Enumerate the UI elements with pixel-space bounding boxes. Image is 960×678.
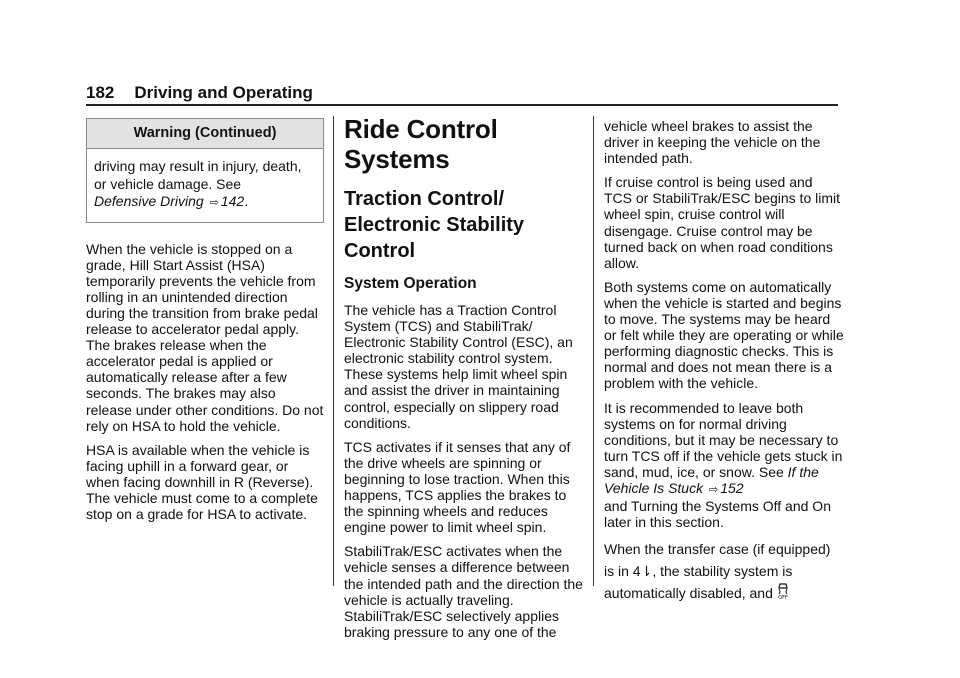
paragraph: The vehicle has a Traction Control System (TCS) and StabiliTrak/ Electronic Stability Control (ESC), an electronic stability control system. These systems help limit wheel spin and assist the driver in maintaining control, especially on slippery road conditions.	[344, 302, 573, 431]
paragraph-line: , the stability system is	[652, 563, 793, 580]
paragraph-line: automatically disabled, and	[604, 585, 773, 602]
warning-end: .	[244, 193, 249, 210]
paragraph: Both systems come on automatically when the vehicle is started and begins to move. The systems may be heard or felt while they are operating or while performing diagnostic checks. This is normal and does not mean there is a problem with the vehicle.	[604, 278, 844, 392]
stuck-xref-page[interactable]: 152	[720, 479, 744, 496]
esc-off-icon	[777, 583, 789, 606]
chapter-title: Driving and Operating	[134, 83, 313, 102]
header-rule	[86, 104, 838, 106]
warning-xref[interactable]: Defensive Driving	[94, 193, 204, 210]
paragraph-line: When the transfer case (if equipped)	[604, 541, 831, 558]
subsection-title: Traction Control/ Electronic Stability Control	[344, 188, 525, 262]
warning-text: driving may result in injury, death, or vehicle damage. See	[94, 158, 302, 192]
column-middle	[344, 114, 584, 648]
section-title: Ride Control Systems	[344, 114, 498, 174]
paragraph: TCS activates if it senses that any of the drive wheels are spinning or beginning to lose traction. When this happens, TCS applies the brakes to the spinning wheels and reduces engine power to limit wheel spin.	[344, 438, 571, 536]
warning-box	[86, 118, 324, 223]
paragraph: StabiliTrak/ESC activates when the vehicle senses a difference between the intended path and the direction the vehicle is actually traveling. StabiliTrak/ESC selectively applies braking pressure to any one of the	[344, 543, 583, 640]
subsubsection-title: System Operation	[344, 275, 477, 292]
column-divider	[593, 116, 594, 586]
warning-xref-page[interactable]: 142	[220, 193, 245, 210]
svg-text:OFF: OFF	[777, 595, 788, 601]
xref-arrow-icon: ⇨	[708, 483, 719, 496]
xref-arrow-icon: ⇨	[209, 197, 219, 210]
paragraph-tail: and Turning the Systems Off and On later in this section.	[604, 498, 831, 531]
warning-body	[87, 149, 323, 222]
page-number: 182	[86, 83, 115, 102]
paragraph: HSA is available when the vehicle is facing uphill in a forward gear, or when facing downhill in R (Reverse). The vehicle must come to a complete stop on a grade for HSA to activate.	[86, 441, 318, 523]
page-header	[86, 82, 838, 104]
stuck-xref[interactable]: If the Vehicle Is Stuck	[604, 463, 819, 496]
paragraph: When the vehicle is stopped on a grade, Hill Start Assist (HSA) temporarily prevents the vehicle from rolling in an unintended direction during the transition from brake pedal release to accelerator pedal apply. The brakes release when the accelerator pedal is applied or automatically release after a few seconds. The brakes may also release under other conditions. Do not rely on HSA to hold the vehicle.	[86, 240, 324, 434]
paragraph-line: is in 4	[604, 563, 641, 580]
paragraph: If cruise control is being used and TCS or StabiliTrak/ESC begins to limit wheel spin, cruise control will disengage. Cruise control may be turned back on when road conditions allow.	[604, 174, 840, 271]
low-range-glyph: ⇂	[640, 563, 653, 580]
warning-title: Warning (Continued)	[87, 119, 323, 149]
column-right	[604, 118, 844, 614]
paragraph	[604, 538, 844, 606]
column-divider	[333, 116, 334, 586]
paragraph: vehicle wheel brakes to assist the driver in keeping the vehicle on the intended path.	[604, 118, 821, 167]
column-left	[86, 118, 324, 530]
paragraph-text: It is recommended to leave both systems on for normal driving conditions, but it may be necessary to turn TCS off if the vehicle gets stuck in sand, mud, ice, or snow. See	[604, 399, 843, 480]
paragraph	[604, 400, 844, 531]
